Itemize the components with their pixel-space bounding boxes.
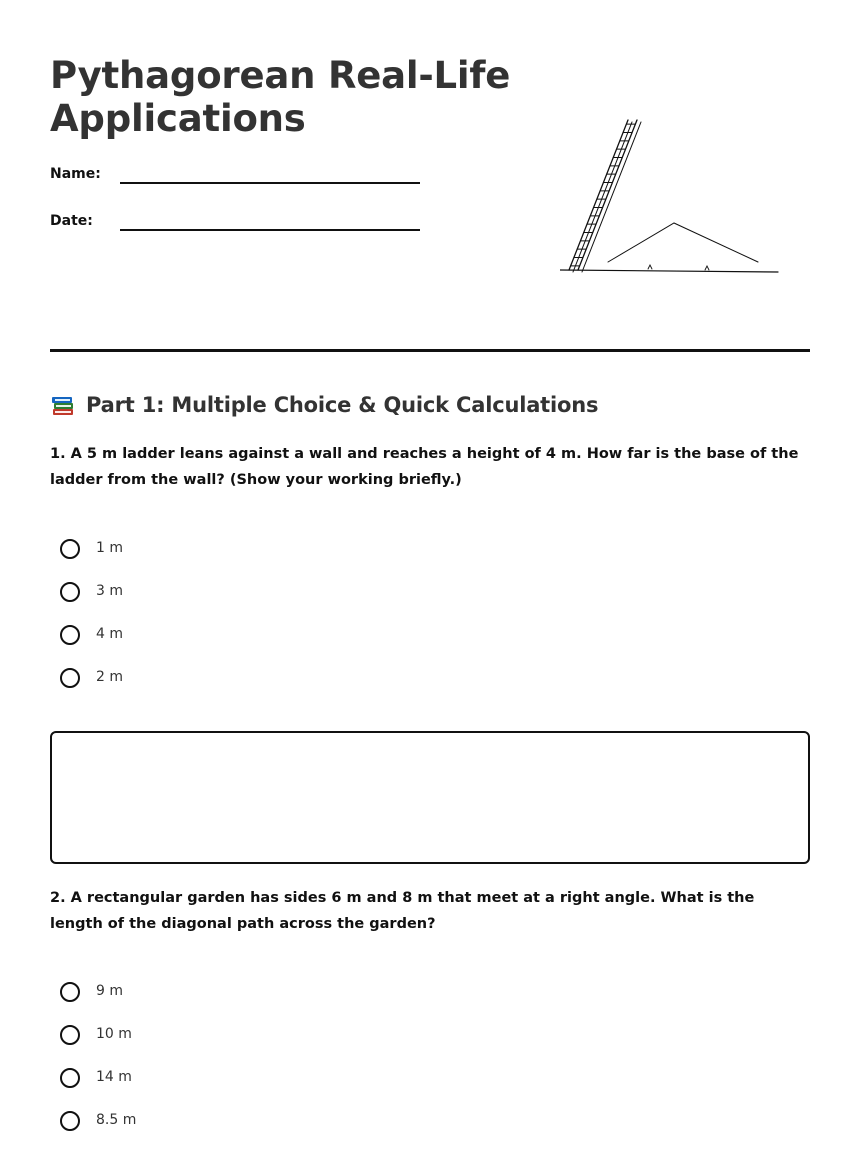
radio-button[interactable] (60, 1068, 80, 1088)
question-2-option[interactable] (60, 1098, 360, 1141)
radio-button[interactable] (60, 582, 80, 602)
question-1-option[interactable] (60, 569, 360, 612)
question-2-text: 2. A rectangular garden has sides 6 m and 8 m that meet at a right angle. What is the length of the diagonal path across the garden? (50, 890, 755, 932)
ladder-and-roof-sketch-icon (560, 112, 780, 280)
option-label: 10 m (96, 1025, 132, 1042)
question-2-option[interactable] (60, 1055, 360, 1098)
question-2-option[interactable] (60, 1012, 360, 1055)
question-1-option[interactable] (60, 526, 360, 569)
question-1-option[interactable] (60, 655, 360, 698)
radio-button[interactable] (60, 1111, 80, 1131)
option-label: 3 m (96, 582, 123, 599)
option-label: 4 m (96, 625, 123, 642)
date-field (50, 213, 422, 243)
date-label: Date: (50, 213, 93, 229)
question-1-options (60, 526, 360, 698)
name-input-line[interactable] (120, 182, 420, 184)
option-label: 14 m (96, 1068, 132, 1085)
radio-button[interactable] (60, 1025, 80, 1045)
radio-button[interactable] (60, 625, 80, 645)
radio-button[interactable] (60, 982, 80, 1002)
option-label: 2 m (96, 668, 123, 685)
books-icon (50, 392, 76, 418)
option-label: 9 m (96, 982, 123, 999)
section-divider (50, 349, 810, 352)
question-2-option[interactable] (60, 969, 360, 1012)
question-1-option[interactable] (60, 612, 360, 655)
question-1-text: 1. A 5 m ladder leans against a wall and reaches a height of 4 m. How far is the base of the ladder from the wall? (Show your working briefly.) (50, 446, 799, 488)
radio-button[interactable] (60, 539, 80, 559)
working-answer-box[interactable] (50, 731, 810, 864)
radio-button[interactable] (60, 668, 80, 688)
part1-heading (50, 390, 598, 420)
worksheet-title: Pythagorean Real-Life Applications (50, 54, 511, 140)
date-input-line[interactable] (120, 229, 420, 231)
name-field (50, 166, 422, 196)
question-2-options (60, 969, 360, 1141)
option-label: 1 m (96, 539, 123, 556)
name-label: Name: (50, 166, 101, 182)
option-label: 8.5 m (96, 1111, 137, 1128)
part1-heading-text: Part 1: Multiple Choice & Quick Calculations (86, 393, 599, 417)
